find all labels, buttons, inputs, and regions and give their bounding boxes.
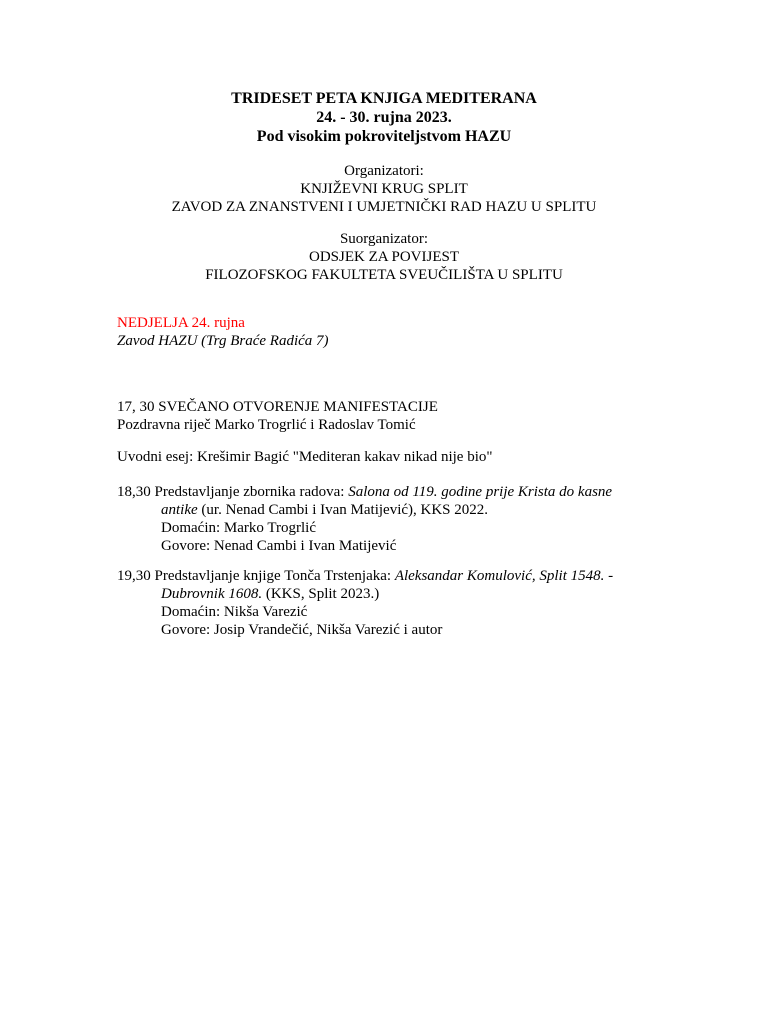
essay-text: Uvodni esej: Krešimir Bagić "Mediteran kakav nikad nije bio" <box>117 449 493 465</box>
day-venue: Zavod HAZU (Trg Braće Radića 7) <box>117 333 329 349</box>
event-2-book-title-1: Aleksandar Komulović, Split 1548. - <box>394 568 614 584</box>
event-2-host: Domaćin: Nikša Varezić <box>161 604 308 620</box>
event-2-line-2 <box>117 585 657 603</box>
event-1-speakers: Govore: Nenad Cambi i Ivan Matijević <box>161 538 397 554</box>
title-block <box>0 89 768 146</box>
essay-block <box>117 448 657 466</box>
event-1-line-1 <box>117 483 657 501</box>
event-1-host: Domaćin: Marko Trogrlić <box>161 520 316 536</box>
event-2-speakers: Govore: Josip Vrandečić, Nikša Varezić i autor <box>161 622 443 638</box>
event-1-intro: 18,30 Predstavljanje zbornika radova: <box>117 484 349 500</box>
coorganizer-line-2: FILOZOFSKOG FAKULTETA SVEUČILIŠTA U SPLITU <box>205 267 563 283</box>
event-1-book-title-1: Salona od 119. godine prije Krista do kasne <box>348 484 613 500</box>
event-2-book-title-2: Dubrovnik 1608. <box>161 586 263 602</box>
opening-welcome: Pozdravna riječ Marko Trogrlić i Radoslav Tomić <box>117 417 416 433</box>
day-block <box>117 314 657 350</box>
organizer-1: KNJIŽEVNI KRUG SPLIT <box>300 181 468 197</box>
event-dates: 24. - 30. rujna 2023. <box>316 109 452 126</box>
organizers-label: Organizatori: <box>344 163 424 179</box>
event-2-details: (KKS, Split 2023.) <box>262 586 380 602</box>
event-1-line-2 <box>117 501 657 519</box>
event-2-intro: 19,30 Predstavljanje knjige Tonča Trstenjaka: <box>117 568 395 584</box>
event-1-book-title-2: antike <box>161 502 198 518</box>
event-2-line-1 <box>117 567 657 585</box>
coorganizer-block <box>0 230 768 284</box>
day-heading: NEDJELJA 24. rujna <box>117 315 245 331</box>
event-1-block <box>117 483 657 555</box>
event-2-block <box>117 567 657 639</box>
event-title: TRIDESET PETA KNJIGA MEDITERANA <box>231 90 537 107</box>
organizer-2: ZAVOD ZA ZNANSTVENI I UMJETNIČKI RAD HAZU U SPLITU <box>171 199 597 215</box>
opening-block <box>117 398 657 434</box>
organizers-block <box>0 162 768 216</box>
coorganizer-line-1: ODSJEK ZA POVIJEST <box>308 249 459 265</box>
opening-title: 17, 30 SVEČANO OTVORENJE MANIFESTACIJE <box>117 399 438 415</box>
event-1-details: (ur. Nenad Cambi i Ivan Matijević), KKS 2022. <box>197 502 489 518</box>
event-patronage: Pod visokim pokroviteljstvom HAZU <box>256 128 512 145</box>
coorganizer-label: Suorganizator: <box>339 231 429 247</box>
